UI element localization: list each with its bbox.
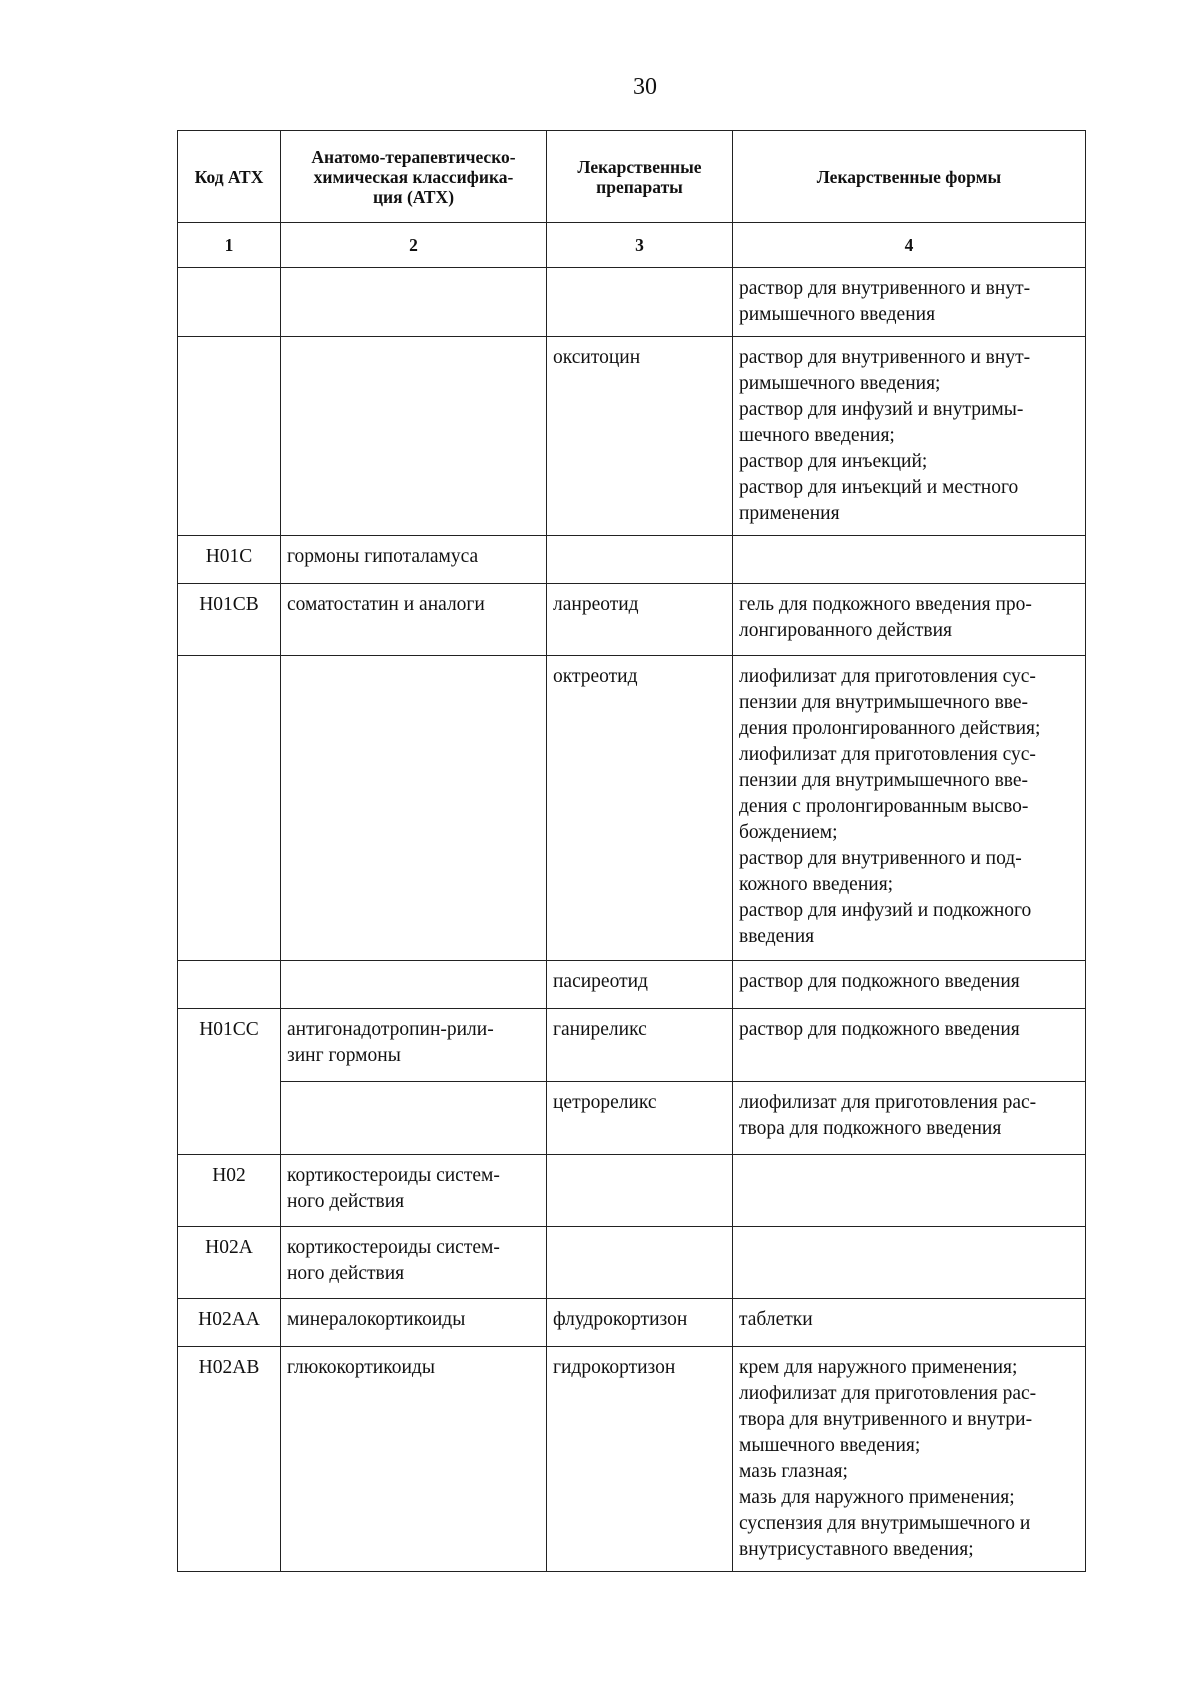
dosage-form-line: римышечного введения [739, 304, 936, 325]
column-number-row [178, 223, 1086, 268]
atc-code-cell [178, 337, 281, 536]
atc-classification-cell [281, 268, 547, 337]
page-number: 30 [633, 74, 657, 100]
table-row [178, 536, 1086, 584]
dosage-form-line: твора для внутривенного и внутри- [739, 1409, 1033, 1430]
header-atc-code: Код АТХ [178, 131, 281, 223]
dosage-forms-cell [733, 1155, 1086, 1227]
table-row [178, 1082, 1086, 1155]
medicines-table [177, 130, 1086, 1572]
table-row [178, 1299, 1086, 1347]
atc-classification-cell [281, 337, 547, 536]
dosage-forms-cell [733, 656, 1086, 961]
dosage-forms-cell [733, 584, 1086, 656]
drug-cell: ланреотид [547, 584, 733, 656]
header-dosage-forms: Лекарственные формы [733, 131, 1086, 223]
dosage-form-line: гель для подкожного введения про- [739, 594, 1032, 615]
dosage-form-line: лиофилизат для приготовления рас- [739, 1383, 1037, 1404]
classification-line: зинг гормоны [287, 1045, 401, 1066]
table-row [178, 337, 1086, 536]
header-drugs: Лекарственные препараты [547, 131, 733, 223]
atc-classification-cell [281, 1299, 547, 1347]
atc-classification-cell [281, 1082, 547, 1155]
classification-line: ного действия [287, 1191, 405, 1212]
classification-line: ного действия [287, 1263, 405, 1284]
dosage-form-line: раствор для инфузий и внутримы- [739, 399, 1024, 420]
dosage-form-line: внутрисуставного введения; [739, 1539, 974, 1560]
dosage-form-line: применения [739, 503, 840, 524]
dosage-forms-cell [733, 1299, 1086, 1347]
atc-classification-cell [281, 1227, 547, 1299]
dosage-forms-cell [733, 1347, 1086, 1572]
atc-code-cell: H01CC [178, 1009, 281, 1155]
atc-code-cell [178, 268, 281, 337]
dosage-form-line: лиофилизат для приготовления рас- [739, 1092, 1037, 1113]
dosage-form-line: пензии для внутримышечного вве- [739, 692, 1029, 713]
drug-cell: ганиреликс [547, 1009, 733, 1082]
column-number: 2 [281, 223, 547, 268]
dosage-form-line: лиофилизат для приготовления сус- [739, 744, 1036, 765]
dosage-forms-cell [733, 337, 1086, 536]
atc-classification-cell [281, 584, 547, 656]
atc-classification-cell [281, 1009, 547, 1082]
column-number: 4 [733, 223, 1086, 268]
dosage-form-line: раствор для внутривенного и внут- [739, 278, 1031, 299]
drug-cell [547, 268, 733, 337]
dosage-form-line: мазь глазная; [739, 1461, 848, 1482]
atc-code-cell: H02AA [178, 1299, 281, 1347]
dosage-forms-cell [733, 1009, 1086, 1082]
dosage-forms-cell [733, 1227, 1086, 1299]
column-number: 3 [547, 223, 733, 268]
atc-classification-cell [281, 1347, 547, 1572]
atc-classification-cell [281, 961, 547, 1009]
drug-cell: пасиреотид [547, 961, 733, 1009]
dosage-form-line: введения [739, 926, 815, 947]
table-row [178, 1227, 1086, 1299]
dosage-form-line: раствор для инъекций и местного [739, 477, 1019, 498]
drug-cell [547, 1227, 733, 1299]
drug-cell: октреотид [547, 656, 733, 961]
classification-line: кортикостероиды систем- [287, 1237, 500, 1258]
dosage-form-line: римышечного введения; [739, 373, 941, 394]
dosage-form-line: твора для подкожного введения [739, 1118, 1002, 1139]
table-row [178, 268, 1086, 337]
atc-classification-cell [281, 536, 547, 584]
dosage-form-line: лиофилизат для приготовления сус- [739, 666, 1036, 687]
atc-code-cell: H01C [178, 536, 281, 584]
dosage-form-line: мышечного введения; [739, 1435, 921, 1456]
atc-code-cell [178, 656, 281, 961]
dosage-forms-cell [733, 1082, 1086, 1155]
dosage-form-line: дения с пролонгированным высво- [739, 796, 1029, 817]
table-row [178, 1347, 1086, 1572]
classification-line: соматостатин и аналоги [287, 594, 485, 615]
classification-line: гормоны гипоталамуса [287, 546, 479, 567]
dosage-form-line: таблетки [739, 1309, 813, 1330]
dosage-form-line: раствор для подкожного введения [739, 971, 1020, 992]
atc-code-cell: H02A [178, 1227, 281, 1299]
table-row [178, 961, 1086, 1009]
atc-code-cell: H02 [178, 1155, 281, 1227]
atc-classification-cell [281, 1155, 547, 1227]
dosage-form-line: раствор для подкожного введения [739, 1019, 1020, 1040]
dosage-form-line: суспензия для внутримышечного и [739, 1513, 1031, 1534]
atc-code-cell [178, 961, 281, 1009]
classification-line: кортикостероиды систем- [287, 1165, 500, 1186]
dosage-form-line: мазь для наружного применения; [739, 1487, 1015, 1508]
dosage-form-line: лонгированного действия [739, 620, 953, 641]
table-row [178, 584, 1086, 656]
drug-cell: гидрокортизон [547, 1347, 733, 1572]
atc-classification-cell [281, 656, 547, 961]
atc-code-cell: H01CB [178, 584, 281, 656]
dosage-form-line: раствор для инфузий и подкожного [739, 900, 1032, 921]
table-row [178, 1009, 1086, 1082]
dosage-form-line: пензии для внутримышечного вве- [739, 770, 1029, 791]
table-body [178, 268, 1086, 1572]
dosage-forms-cell [733, 268, 1086, 337]
classification-line: антигонадотропин-рили- [287, 1019, 494, 1040]
dosage-form-line: раствор для внутривенного и внут- [739, 347, 1031, 368]
drug-cell: цетрореликс [547, 1082, 733, 1155]
table-row [178, 1155, 1086, 1227]
table-row [178, 656, 1086, 961]
dosage-form-line: бождением; [739, 822, 838, 843]
drug-cell [547, 1155, 733, 1227]
dosage-form-line: раствор для инъекций; [739, 451, 928, 472]
dosage-form-line: раствор для внутривенного и под- [739, 848, 1022, 869]
dosage-forms-cell [733, 536, 1086, 584]
drug-cell: окситоцин [547, 337, 733, 536]
drug-cell: флудрокортизон [547, 1299, 733, 1347]
table-header-row [178, 131, 1086, 223]
atc-code-cell: H02AB [178, 1347, 281, 1572]
classification-line: глюкокортикоиды [287, 1357, 435, 1378]
dosage-form-line: шечного введения; [739, 425, 895, 446]
dosage-form-line: крем для наружного применения; [739, 1357, 1018, 1378]
classification-line: минералокортикоиды [287, 1309, 466, 1330]
drug-cell [547, 536, 733, 584]
dosage-form-line: дения пролонгированного действия; [739, 718, 1041, 739]
column-number: 1 [178, 223, 281, 268]
dosage-forms-cell [733, 961, 1086, 1009]
header-atc-classification: Анатомо-терапевтическо- химическая классифика- ция (АТХ) [281, 131, 547, 223]
dosage-form-line: кожного введения; [739, 874, 894, 895]
